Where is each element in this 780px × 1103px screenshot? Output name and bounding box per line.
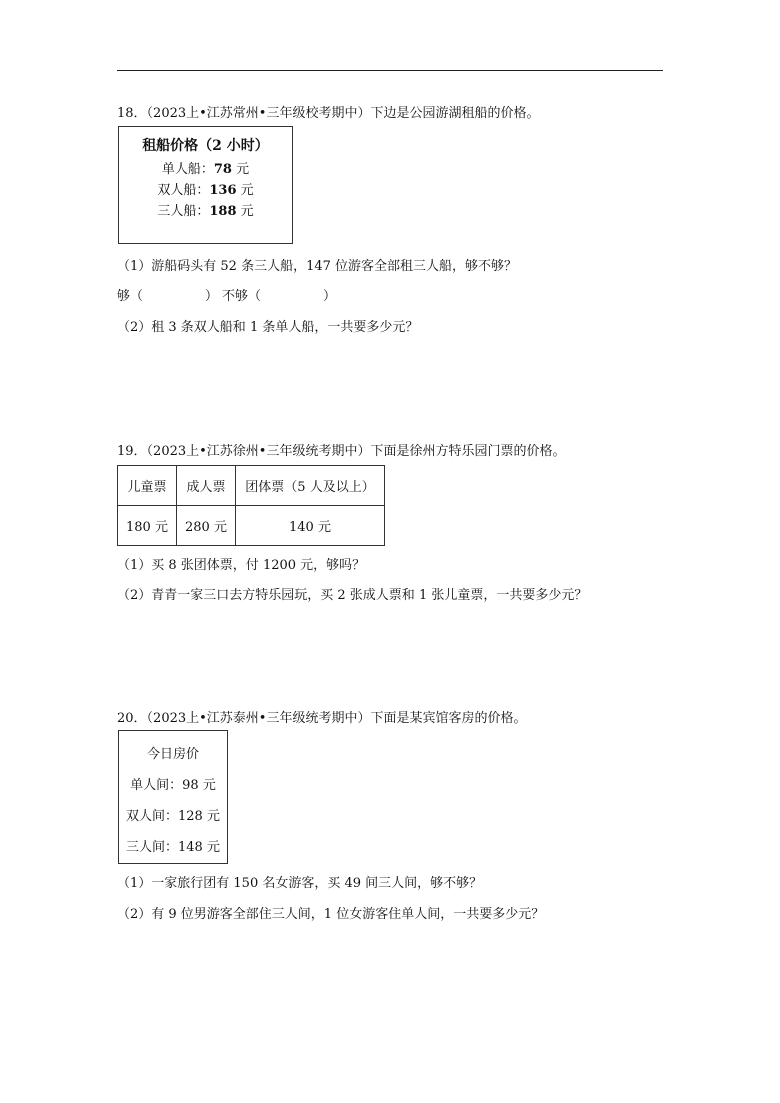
ticket-price-table bbox=[117, 465, 385, 546]
room-price-triple: 三人间：148 元 bbox=[126, 840, 220, 855]
question-19-sub1: （1）买 8 张团体票，付 1200 元，够吗？ bbox=[117, 558, 366, 573]
table-cell: 180 元 bbox=[118, 506, 177, 546]
answer-option-not-enough[interactable]: 不够（ ） bbox=[222, 289, 337, 304]
header-rule bbox=[117, 70, 663, 71]
room-price-title: 今日房价 bbox=[146, 747, 199, 762]
table-cell: 280 元 bbox=[177, 506, 236, 546]
room-price-double: 双人间：128 元 bbox=[126, 809, 220, 824]
boat-price-title: 租船价格（2 小时） bbox=[142, 138, 269, 154]
question-20-sub2: （2）有 9 位男游客全部住三人间，1 位女游客住单人间，一共要多少元？ bbox=[117, 907, 545, 922]
table-cell: 140 元 bbox=[236, 506, 385, 546]
question-20-header: 20．（2023上•江苏泰州•三年级统考期中）下面是某宾馆客房的价格。 bbox=[117, 711, 527, 726]
question-18-sub2: （2）租 3 条双人船和 1 条单人船，一共要多少元？ bbox=[117, 320, 419, 335]
table-header-row bbox=[118, 466, 385, 506]
boat-price-triple: 三人船：188 元 bbox=[157, 204, 254, 219]
boat-price-box bbox=[118, 126, 293, 244]
room-price-box bbox=[118, 730, 228, 864]
question-18-header: 18．（2023上•江苏常州•三年级校考期中）下边是公园游湖租船的价格。 bbox=[117, 106, 540, 121]
question-20-sub1: （1）一家旅行团有 150 名女游客，买 49 间三人间，够不够？ bbox=[117, 876, 483, 891]
room-price-single: 单人间：98 元 bbox=[130, 778, 216, 793]
table-header-cell: 儿童票 bbox=[118, 466, 177, 506]
answer-option-enough[interactable]: 够（ ） bbox=[117, 289, 219, 304]
question-19-header: 19．（2023上•江苏徐州•三年级统考期中）下面是徐州方特乐园门票的价格。 bbox=[117, 444, 566, 459]
boat-price-double: 双人船：136 元 bbox=[157, 183, 254, 198]
table-header-cell: 团体票（5 人及以上） bbox=[236, 466, 385, 506]
boat-price-single: 单人船：78 元 bbox=[161, 162, 250, 177]
question-18-sub1: （1）游船码头有 52 条三人船，147 位游客全部租三人船，够不够？ bbox=[117, 259, 518, 274]
table-row bbox=[118, 506, 385, 546]
question-19-sub2: （2）青青一家三口去方特乐园玩，买 2 张成人票和 1 张儿童票，一共要多少元？ bbox=[117, 588, 588, 603]
table-header-cell: 成人票 bbox=[177, 466, 236, 506]
